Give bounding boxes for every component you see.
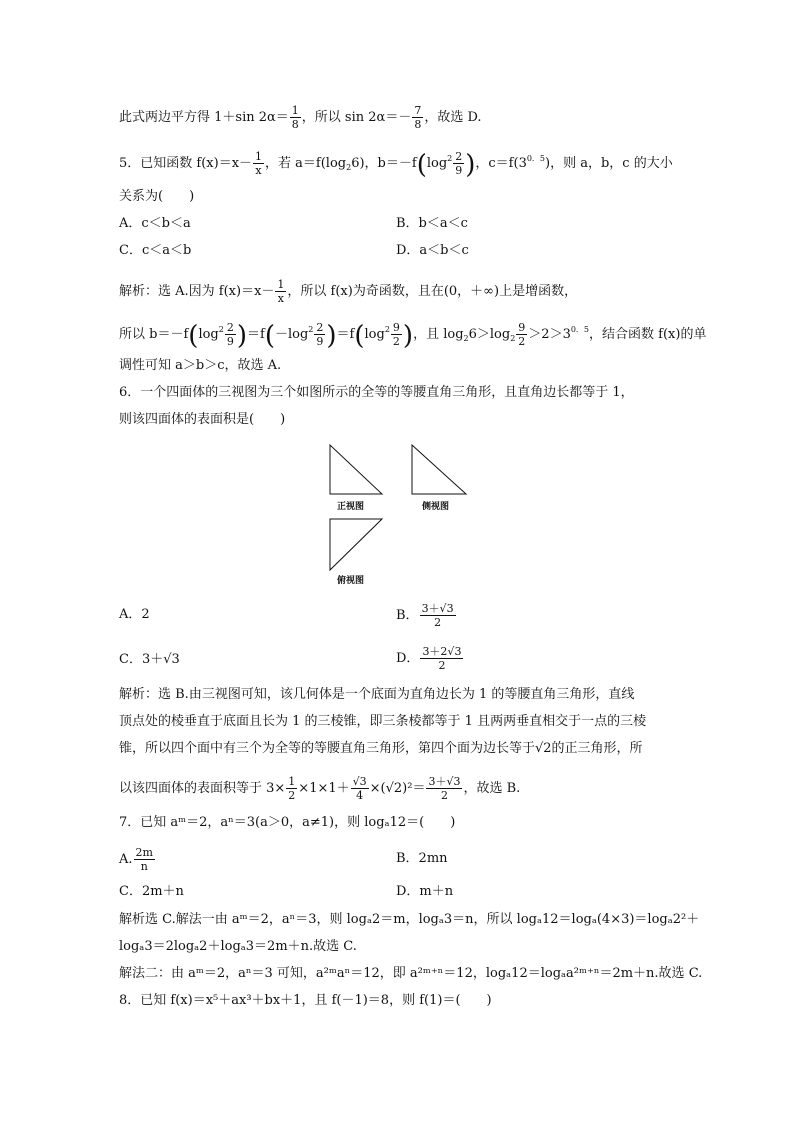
option-b: B． $\frac{3+√3}{2}$ [396,602,454,629]
question-8-stem: 8．已知 f(x)＝x⁵＋ax³＋bx＋1，且 f(－1)＝8，则 f(1)＝( ) [119,993,492,1008]
text: ，所以 sin 2α＝－ [301,110,412,125]
top-view-triangle [330,519,382,570]
option-a: A．c＜b＜a [119,216,191,231]
question-7-stem: 7．已知 aᵐ＝2，aⁿ＝3(a＞0，a≠1)，则 logₐ12＝( ) [119,815,456,830]
solution-line: 解析：选 A.因为 f(x)＝x－ $\frac{1}{x}$ ，所以 f(x)为奇函数，且在(0，＋∞)上是增函数， [119,278,578,305]
solution-line: 解法二：由 aᵐ＝2，aⁿ＝3 可知，a²ᵐaⁿ＝12，即 a²ᵐ⁺ⁿ＝12，logₐ12＝logₐa²ᵐ⁺ⁿ＝2m＋n.故选 C. [119,966,703,981]
question-6-stem: 6．一个四面体的三视图为三个如图所示的全等的等腰直角三角形，且直角边长都等于 1， [119,385,634,400]
solution-line: 顶点处的棱垂直于底面且长为 1 的三棱锥，即三条棱都等于 1 且两两垂直相交于一点的三棱 [119,714,647,729]
solution-line: 以该四面体的表面积等于 3× $\frac{1}{2}$ ×1×1＋ $\frac{√3}{4}$ ×(√2)²＝ $\frac{3+√3}{2}$ ，故选 B. [119,775,521,802]
option-c: C．2m＋n [119,884,184,899]
solution-line: logₐ3＝2logₐ2＋logₐ3＝2m＋n.故选 C. [119,939,357,954]
side-view-caption: 侧视图 [422,502,450,512]
side-view-triangle [412,445,466,494]
text: ，故选 D. [424,110,482,125]
option-c: C．3＋√3 [119,652,180,667]
question-5-stem-line2: 关系为( ) [119,189,195,204]
option-c: C．c＜a＜b [119,243,192,258]
front-view-caption: 正视图 [337,502,365,512]
front-view-triangle [330,445,382,494]
question-5-stem: 5．已知函数 f(x)＝x－ $\frac{1}{x}$ ，若 $a=f(\log_26)$，$b=-f(\log^2$ $\frac{2}{9}$ )，$c=f(3^{0.5})$，则 a，b，c 的大小 [119,150,673,180]
solution-line: 解析：选 B.由三视图可知，该几何体是一个底面为直角边长为 1 的等腰直角三角形，直线 [119,687,635,702]
option-a: A．2 [119,607,150,622]
solution-line: 锥，所以四个面中有三个为全等的等腰直角三角形，第四个面为边长等于√2的正三角形，所 [119,741,643,756]
solution-line: 调性可知 a＞b＞c，故选 A. [119,358,282,373]
option-d: D．a＜b＜c [396,243,469,258]
option-b: B．b＜a＜c [396,216,468,231]
option-a: A. $\frac{2m}{n}$ [119,846,153,873]
fraction: $\frac{7}{8}$ [414,104,422,131]
option-d: D．m＋n [396,884,454,899]
solution-line: 所以 $b=-f(\log^2$ $\frac{2}{9}$ )$=f(-\log^2$ $\frac{2}{9}$ )$=f(\log^2$ $\frac{9}{2}$ )，且 $\log_26>\log_2$ $\frac{9}{2}$ $>2>3^{0.5}$，结合函数 f(x)的单 [119,321,707,351]
solution-line: 解析选 C.解法一由 aᵐ＝2，aⁿ＝3，则 logₐ2＝m，logₐ3＝n，所以 logₐ12＝logₐ(4×3)＝logₐ2²＋ [119,912,700,927]
option-d: D． $\frac{3+2√3}{2}$ [396,645,462,672]
top-view-caption: 俯视图 [337,576,365,586]
text: 此式两边平方得 1＋sin 2α＝ [119,110,289,125]
question-6-stem-line2: 则该四面体的表面积是( ) [119,412,286,427]
solution-line [119,104,482,131]
option-b: B．2mn [396,851,448,866]
fraction: $\frac{1}{8}$ [291,104,299,131]
